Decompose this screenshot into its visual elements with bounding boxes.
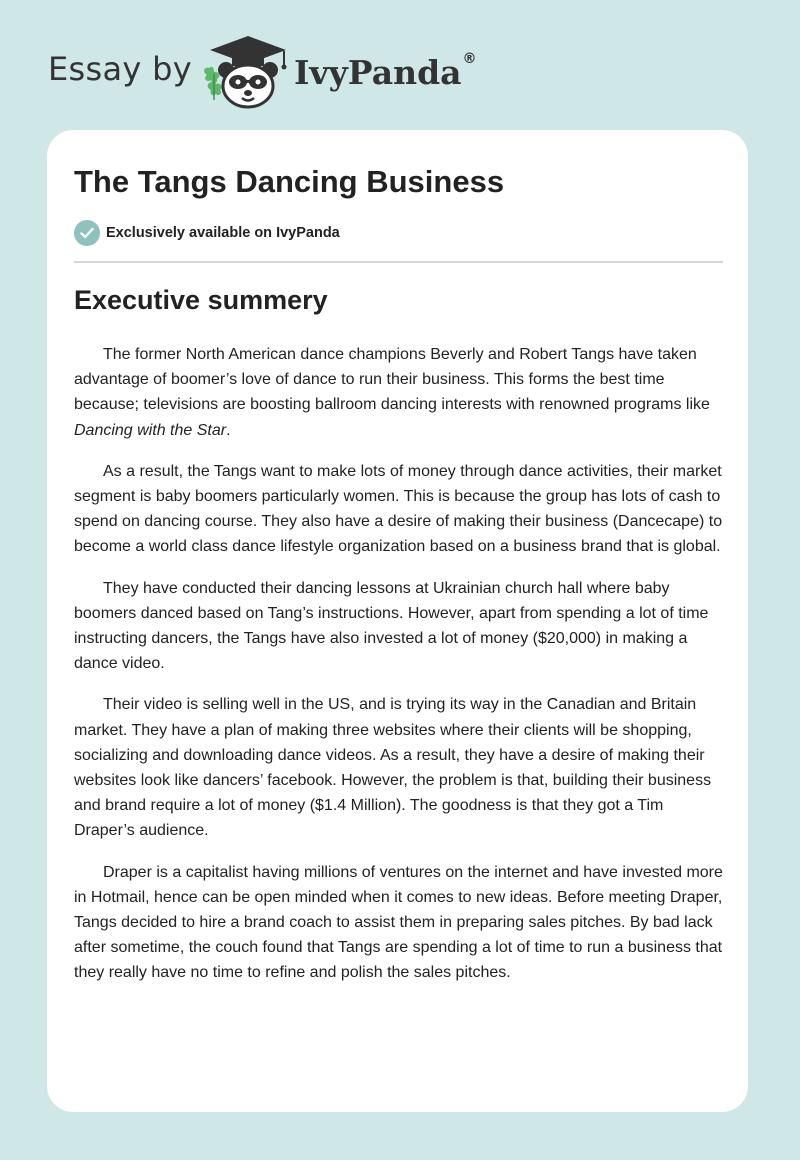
- divider: [74, 261, 723, 263]
- essay-body: [74, 342, 726, 1002]
- exclusive-badge: [74, 220, 340, 246]
- paragraph: Draper is a capitalist having millions of ventures on the internet and have invested more in Hotmail, hence can be open minded when it comes to new ideas. Before meeting Draper, Tangs decided to hire a brand coach to assist them in preparing sales pitches. By bad lack after sometime, the couch found that Tangs are spending a lot of time to run a business that they really have no time to refine and polish the sales pitches.: [74, 863, 723, 982]
- essay-card: [47, 130, 748, 1112]
- section-heading: Executive summery: [74, 285, 328, 315]
- site-header: [0, 0, 800, 130]
- paragraph: They have conducted their dancing lessons at Ukrainian church hall where baby boomers danced based on Tang’s instructions. However, apart from spending a lot of time instructing dancers, the Tangs have also invested a lot of money ($20,000) in making a dance video.: [74, 579, 709, 673]
- panda-graduate-logo-icon[interactable]: [200, 34, 292, 110]
- paragraph-text: The former North American dance champions Beverly and Robert Tangs have taken advantage of boomer’s love of dance to run their business. This forms the best time because; televisions are boosting ballroom dancing interests with renowned programs like: [74, 346, 710, 414]
- essay-by-label: Essay by: [48, 50, 192, 88]
- paragraph: Their video is selling well in the US, and is trying its way in the Canadian and Britain market. They have a plan of making three websites where their clients will be shopping, socializing and downloading dance videos. As a result, they have a desire of making their websites look like dancers’ facebook. However, the problem is that, building their business and brand require a lot of money ($1.4 Million). The goodness is that they got a Tim Draper’s audience.: [74, 696, 712, 840]
- paragraph-text-end: .: [226, 421, 231, 439]
- check-circle-icon: [74, 220, 100, 246]
- registered-mark: ®: [462, 51, 477, 67]
- paragraph: [74, 342, 726, 443]
- program-title: Dancing with the Star: [74, 421, 227, 439]
- essay-title: The Tangs Dancing Business: [74, 164, 505, 199]
- paragraph: As a result, the Tangs want to make lots of money through dance activities, their market segment is baby boomers particularly women. This is because the group has lots of cash to spend on dancing course. They also have a desire of making their business (Dancecape) to become a world class dance lifestyle organization based on a business brand that is global.: [74, 462, 723, 556]
- brand-name[interactable]: [294, 53, 477, 92]
- badge-text: Exclusively available on IvyPanda: [106, 225, 340, 241]
- brand-text: IvyPanda: [294, 53, 462, 92]
